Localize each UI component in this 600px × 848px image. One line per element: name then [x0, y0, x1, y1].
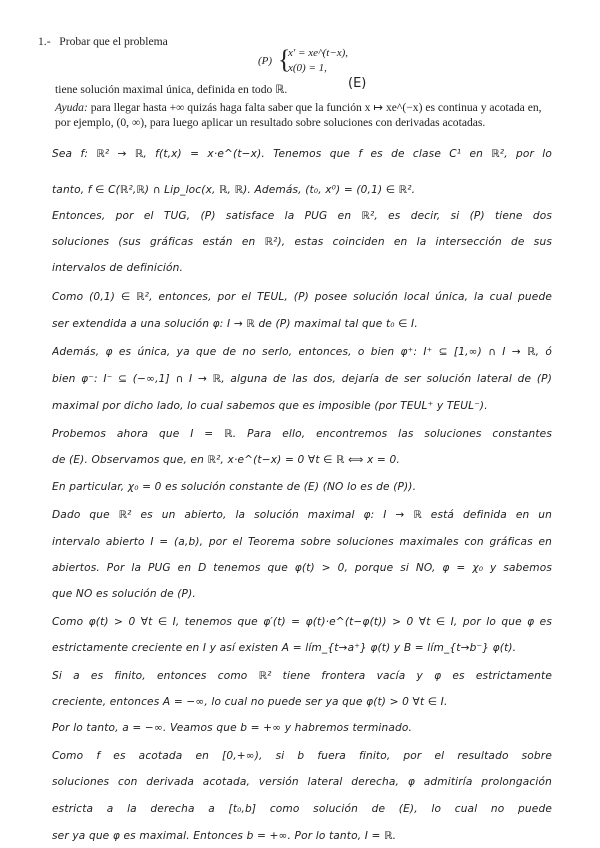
- equation-tag: (E): [348, 76, 367, 91]
- solution-line: estrictamente creciente en I y así existen A = lím_{t→a⁺} φ(t) y B = lím_{t→b⁻} φ(t).: [52, 642, 517, 654]
- solution-line: Sea f: ℝ² → ℝ, f(t,x) = x·e^(t−x). Tenemos que f es de clase C¹ en ℝ², por lo: [52, 148, 552, 160]
- problem-intro: Probar que el problema: [59, 35, 168, 48]
- problem-number: 1.-: [38, 35, 51, 48]
- system-equation-2: x(0) = 1,: [288, 62, 327, 74]
- solution-line: intervalos de definición.: [52, 262, 184, 274]
- solution-line: maximal por dicho lado, lo cual sabemos que es imposible (por TEUL⁺ y TEUL⁻).: [52, 400, 488, 412]
- solution-line: Además, φ es única, ya que de no serlo, entonces, o bien φ⁺: I⁺ ⊆ [1,∞) ∩ I → ℝ, ó: [52, 346, 552, 358]
- system-label: (P): [258, 55, 273, 67]
- solution-line: soluciones (sus gráficas están en ℝ²), estas coinciden en la intersección de sus: [52, 236, 552, 248]
- system-equation-1: x′ = xe^(t−x),: [288, 47, 349, 59]
- solution-line: Entonces, por el TUG, (P) satisface la PUG en ℝ², es decir, si (P) tiene dos: [52, 210, 552, 222]
- solution-line: estricta a la derecha a [t₀,b] como solución de (E), lo cual no puede: [52, 803, 552, 815]
- solution-line: que NO es solución de (P).: [52, 588, 196, 600]
- hint-text: para llegar hasta +∞ quizás haga falta saber que la función x ↦ xe^(−x) es continua y acotada en, por ejemplo, (0, ∞), para luego aplicar un resultado sobre soluciones con derivadas acotadas.: [55, 101, 542, 129]
- solution-line: abiertos. Por la PUG en D tenemos que φ(t) > 0, porque si NO, φ = χ₀ y sabemos: [52, 562, 552, 574]
- solution-line: ser ya que φ es maximal. Entonces b = +∞. Por lo tanto, I = ℝ.: [52, 830, 397, 842]
- problem-statement: tiene solución maximal única, definida en todo ℝ.: [55, 83, 288, 96]
- problem-hint: [55, 100, 555, 130]
- solution-line: intervalo abierto I = (a,b), por el Teorema sobre soluciones maximales con gráficas en: [52, 536, 552, 548]
- solution-line: En particular, χ₀ = 0 es solución constante de (E) (NO lo es de (P)).: [52, 481, 417, 493]
- hint-label: Ayuda:: [55, 101, 88, 114]
- solution-line: de (E). Observamos que, en ℝ², x·e^(t−x) = 0 ∀t ∈ ℝ ⟺ x = 0.: [52, 454, 400, 466]
- system-brace: {: [278, 45, 291, 74]
- solution-line: Probemos ahora que I = ℝ. Para ello, encontremos las soluciones constantes: [52, 428, 552, 440]
- solution-line: creciente, entonces A = −∞, lo cual no puede ser ya que φ(t) > 0 ∀t ∈ I.: [52, 696, 448, 708]
- solution-line: Como f es acotada en [0,+∞), si b fuera finito, por el resultado sobre: [52, 750, 552, 762]
- solution-line: Por lo tanto, a = −∞. Veamos que b = +∞ y habremos terminado.: [52, 722, 413, 734]
- problem-heading: [38, 34, 168, 49]
- solution-line: Si a es finito, entonces como ℝ² tiene frontera vacía y φ es estrictamente: [52, 670, 552, 682]
- solution-line: Como φ(t) > 0 ∀t ∈ I, tenemos que φ′(t) = φ(t)·e^(t−φ(t)) > 0 ∀t ∈ I, por lo que φ es: [52, 616, 552, 628]
- solution-line: tanto, f ∈ C(ℝ²,ℝ) ∩ Lip_loc(x, ℝ, ℝ). Además, (t₀, x⁰) = (0,1) ∈ ℝ².: [52, 184, 416, 196]
- solution-line: bien φ⁻: I⁻ ⊆ (−∞,1] ∩ I → ℝ, alguna de las dos, dejaría de ser solución lateral de (P): [52, 373, 552, 385]
- solution-line: ser extendida a una solución φ: I → ℝ de (P) maximal tal que t₀ ∈ İ.: [52, 318, 418, 330]
- solution-line: Dado que ℝ² es un abierto, la solución maximal φ: I → ℝ está definida en un: [52, 509, 552, 521]
- solution-line: Como (0,1) ∈ ℝ², entonces, por el TEUL, (P) posee solución local única, la cual puede: [52, 291, 552, 303]
- solution-line: soluciones con derivada acotada, versión lateral derecha, φ admitiría prolongación: [52, 776, 552, 788]
